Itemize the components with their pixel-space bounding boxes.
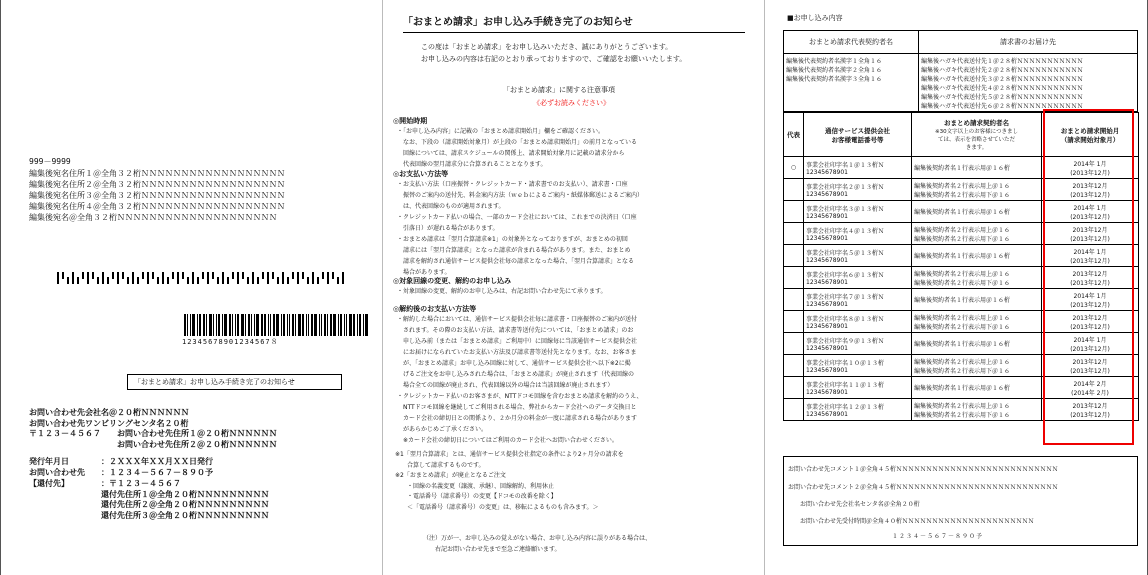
rep-mark: [784, 333, 804, 355]
delivery-line: 編集後ハガキ代表送付先２＠２８桁ＮＮＮＮＮＮＮＮＮＮＮ: [921, 67, 1084, 74]
contract-cell: [912, 377, 1042, 399]
section-line: カード会社の締切日との関係より、２か月分の料金が一度に請求される場合があります: [397, 415, 638, 422]
contract-name: 編集後契約者名１行表示用＠１６桁: [914, 165, 1011, 172]
section-line: 場合があります。: [397, 269, 451, 276]
section-line: ・おまとめ請求は「翌月合算請求※1」の対象外となっておりますが、おまとめの初回: [397, 236, 628, 243]
section-line: 引落日）が遅れる場合があります。: [397, 225, 499, 232]
notice-title: 「おまとめ請求」お申し込み手続き完了のお知らせ: [134, 378, 295, 386]
delivery-line: 編集後ハガキ代表送付先３＠２８桁ＮＮＮＮＮＮＮＮＮＮＮ: [921, 76, 1084, 83]
section-line: ・お支払い方法（口座振替・クレジットカード・請求書でのお支払い）、請求書・口座: [397, 181, 628, 188]
contract-name: 編集後契約者名２行表示用下＠１６: [914, 367, 1011, 375]
contact-comment-2: お問い合わせ先コメント２＠全角４５桁ＮＮＮＮＮＮＮＮＮＮＮＮＮＮＮＮＮＮＮＮＮＮＮＮＮＮＮ: [788, 484, 1059, 491]
contact-line: お問い合わせ先会社名＠２０桁ＮＮＮＮＮＮ: [29, 408, 189, 417]
start-month: 2014年 1月: [1073, 248, 1107, 256]
rep-mark: [784, 289, 804, 311]
target-month: (2013年12月): [1070, 323, 1110, 331]
company-cell: [804, 289, 912, 311]
phone-number: 12345678901: [806, 168, 848, 176]
start-month: 2013年12月: [1072, 182, 1108, 190]
section-line: 請求を解約され通信サービス提供会社毎の請求となった場合、「翌月合算請求」となる: [397, 258, 635, 265]
delivery-line: 編集後ハガキ代表送付先４＠２８桁ＮＮＮＮＮＮＮＮＮＮＮ: [921, 85, 1084, 92]
delivery-header: 請求書のお届け先: [919, 31, 1138, 54]
company-name: 事業会社印字名１１＠１３桁: [806, 381, 885, 389]
address-page: [0, 0, 383, 575]
contact-phone-number: １２３４－５６７－８９０予: [892, 533, 984, 540]
target-month: (2013年12月): [1070, 257, 1110, 265]
section-heading: ◎開始時期: [393, 117, 428, 125]
phone-number: 12345678901: [806, 388, 848, 396]
notice-heading: 「おまとめ請求」お申し込み手続き完了のお知らせ: [403, 17, 633, 28]
phone-number: 12345678901: [806, 344, 848, 352]
contact-box: [783, 456, 1138, 546]
return-label: 【還付先】: [29, 479, 69, 488]
contract-name: 編集後契約者名１行表示用＠１６桁: [914, 341, 1011, 348]
contract-name: 編集後契約者名１行表示用＠１６桁: [914, 209, 1011, 216]
intro-line: この度は「おまとめ請求」をお申し込みいただき、誠にありがとうございます。: [421, 43, 673, 51]
footnote-line: ・電話番号（請求番号）の変更【ドコモの改番を除く】: [395, 493, 557, 500]
phone-number: 12345678901: [806, 366, 848, 374]
contract-col-note: ※30文字以上のお客様につきまし ては、表示を省略させていただ きます。: [935, 129, 1018, 151]
company-cell: [804, 157, 912, 179]
rep-name-header: おまとめ請求代表契約者名: [784, 31, 919, 54]
rep-mark: [784, 201, 804, 223]
contract-col-header: [912, 113, 1042, 157]
target-month: (2013年12月): [1070, 169, 1110, 177]
rep-name-line: 編集後代表契約者名漢字２全角１６: [786, 67, 883, 74]
company-cell: [804, 399, 912, 421]
contract-name: 編集後契約者名２行表示用上＠１６: [914, 358, 1011, 366]
section-line: なお、下段の（請求開始対象月）が上段の「おまとめ請求開始月」の前月となっている: [397, 139, 638, 146]
contact-line: お問い合わせ先住所２＠２０桁ＮＮＮＮＮＮ: [29, 439, 277, 449]
company-cell: [804, 223, 912, 245]
section-line: 代表回線の翌月請求分に合算されることとなります。: [397, 161, 547, 168]
company-name: 事業会社印字名２＠１３桁Ｎ: [806, 183, 885, 191]
section-line: 申し込み前（または「おまとめ請求」ご利用中）に回線毎に当該通信サービス提供会社: [397, 338, 638, 345]
section-line: ・「お申し込み内容」に記載の「おまとめ請求開始月」欄をご確認ください。: [397, 128, 605, 135]
section-line: ※カード会社の締切日についてはご利用のカード会社へお問い合わせください。: [397, 437, 618, 444]
rep-mark: [784, 179, 804, 201]
contract-name: 編集後契約者名２行表示用上＠１６: [914, 402, 1011, 410]
target-month: (2013年12月): [1070, 235, 1110, 243]
start-month-highlight: [1043, 109, 1134, 445]
rep-name-cell: [784, 54, 919, 112]
section-line: があらかじめご了承ください。: [397, 426, 488, 433]
company-name: 事業会社印字名８＠１３桁Ｎ: [806, 315, 885, 323]
rep-mark: [784, 377, 804, 399]
target-month: (2013年12月): [1070, 191, 1110, 199]
return-line: 還付先住所３＠全角２０桁ＮＮＮＮＮＮＮＮＮ: [101, 510, 269, 520]
rep-mark: [784, 399, 804, 421]
target-month: (2013年12月): [1070, 345, 1110, 353]
contact-phone: ：１２３４－５６７－８９０予: [101, 468, 213, 477]
section-line: されます。その際のお支払い方法、請求書等送付先については、「おまとめ請求」のお: [397, 327, 634, 334]
section-line: ・対象回線の変更、解約のお申し込みは、右記お問い合わせ先にて承ります。: [397, 288, 607, 295]
contract-cell: [912, 201, 1042, 223]
section-line: 振替のご案内の送付先、料金案内方法（ｗｅｂによるご案内・紙媒体郵送によるご案内）: [397, 192, 644, 199]
contract-cell: [912, 179, 1042, 201]
footnote-line: ・回線の名義変更（譲渡、承継）、回線解約、利用休止: [395, 482, 555, 490]
contact-hours: お問い合わせ先受付時間＠全角４０桁ＮＮＮＮＮＮＮＮＮＮＮＮＮＮＮＮＮＮＮＮＮＮ: [800, 518, 1035, 525]
contract-name: 編集後契約者名２行表示用下＠１６: [914, 235, 1011, 243]
section-heading: ◎解約後のお支払い方法等: [393, 305, 477, 313]
contract-cell: [912, 333, 1042, 355]
contract-name: 編集後契約者名２行表示用上＠１６: [914, 182, 1011, 190]
section-line: が、「おまとめ請求」お申し込み回線に対して、通信サービス提供会社へ以下※2に掲: [397, 360, 631, 367]
issue-date-label: 発行年月日: [29, 457, 69, 466]
customer-barcode: [57, 272, 347, 284]
company-name: 事業会社印字名５＠１３桁Ｎ: [806, 249, 885, 257]
rep-name-line: 編集後代表契約者名漢字１全角１６: [786, 58, 883, 65]
company-name: 事業会社印字名９＠１３桁Ｎ: [806, 337, 885, 345]
target-month: (2013年12月): [1070, 279, 1110, 287]
company-name: 事業会社印字名４＠１３桁Ｎ: [806, 227, 885, 235]
phone-number: 12345678901: [806, 256, 848, 264]
contract-name: 編集後契約者名２行表示用下＠１６: [914, 279, 1011, 287]
target-month: (2014年 2月): [1071, 389, 1109, 397]
company-col-header: 通信サービス提供会社 お客様電話番号等: [804, 113, 912, 157]
contact-line: お問い合わせ先ワンビリングセンタ名２０桁: [29, 418, 189, 428]
contract-name: 編集後契約者名２行表示用下＠１６: [914, 191, 1011, 199]
rep-name-line: 編集後代表契約者名漢字３全角１６: [786, 76, 883, 83]
contract-col-title: おまとめ請求契約者名: [944, 119, 1009, 127]
contract-cell: [912, 267, 1042, 289]
section-line: は、代表回線のものが適用されます。: [397, 203, 505, 210]
return-line: 還付先住所１＠全角２０桁ＮＮＮＮＮＮＮＮＮ: [101, 489, 269, 499]
contract-name: 編集後契約者名１行表示用＠１６桁: [914, 385, 1011, 392]
start-month: 2014年 1月: [1073, 336, 1107, 344]
phone-number: 12345678901: [806, 410, 848, 418]
delivery-cell: [919, 54, 1138, 112]
contract-name: 編集後契約者名２行表示用上＠１６: [914, 226, 1011, 234]
company-name: 事業会社印字名６＠１３桁Ｎ: [806, 271, 885, 279]
rep-mark: [784, 245, 804, 267]
company-name: 事業会社印字名１２＠１３桁: [806, 403, 885, 411]
company-name: 事業会社印字名１＠１３桁Ｎ: [806, 161, 885, 169]
contract-cell: [912, 289, 1042, 311]
month-col-header: おまとめ請求開始月 （請求開始対象月）: [1042, 113, 1139, 157]
target-month: (2013年12月): [1070, 367, 1110, 375]
barcode: [184, 314, 370, 336]
phone-number: 12345678901: [806, 212, 848, 220]
phone-number: 12345678901: [806, 190, 848, 198]
start-month: 2013年12月: [1072, 314, 1108, 322]
start-month: 2014年 1月: [1073, 292, 1107, 300]
phone-number: 12345678901: [806, 322, 848, 330]
contract-name: 編集後契約者名１行表示用＠１６桁: [914, 253, 1011, 260]
contract-cell: [912, 355, 1042, 377]
postal-code: 999－9999: [29, 157, 71, 166]
rep-mark: [784, 355, 804, 377]
contract-name: 編集後契約者名２行表示用下＠１６: [914, 411, 1011, 419]
address-line: 編集後宛名住所４＠全角３２桁ＮＮＮＮＮＮＮＮＮＮＮＮＮＮＮＮＮＮ: [29, 202, 285, 211]
company-cell: [804, 377, 912, 399]
contact-comment-1: お問い合わせ先コメント１＠全角４５桁ＮＮＮＮＮＮＮＮＮＮＮＮＮＮＮＮＮＮＮＮＮＮＮＮＮＮＮ: [788, 466, 1059, 473]
rep-mark: ○: [784, 157, 804, 179]
start-month: 2013年12月: [1072, 358, 1108, 366]
contract-cell: [912, 399, 1042, 421]
contact-phone-label: お問い合わせ先: [29, 468, 85, 477]
target-month: (2013年12月): [1070, 213, 1110, 221]
barcode-number: 12345678901234567８: [182, 338, 279, 346]
rep-mark: [784, 267, 804, 289]
section-line: 請求には「翌月合算請求」となった請求が含まれる場合があります。また、おまとめ: [397, 247, 631, 254]
section-line: げるご注文をお申し込みされた場合は、「おまとめ請求」が廃止されます（代表回線の: [397, 371, 635, 378]
must-read: 《必ずお読みください》: [533, 99, 610, 107]
address-line: 編集後宛名住所３＠全角３２桁ＮＮＮＮＮＮＮＮＮＮＮＮＮＮＮＮＮＮ: [29, 191, 285, 200]
contract-cell: [912, 311, 1042, 333]
footnote-line: 合算して請求するものです。: [395, 461, 485, 469]
application-details-page: [765, 0, 1148, 575]
section-line: ・クレジットカード払いの場合、一部のカード会社においては、これまでの決済日（口座: [397, 214, 637, 221]
rep-mark: [784, 223, 804, 245]
section-line: ・クレジットカード払いのお客さまが、NTTドコモ回線を含むおまとめ請求を解約のうえ、: [397, 393, 643, 400]
company-cell: [804, 355, 912, 377]
contract-cell: [912, 157, 1042, 179]
rep-mark: [784, 311, 804, 333]
contract-name: 編集後契約者名２行表示用下＠１６: [914, 323, 1011, 331]
company-name: 事業会社印字名１０＠１３桁: [806, 359, 885, 367]
phone-number: 12345678901: [806, 278, 848, 286]
start-month: 2013年12月: [1072, 270, 1108, 278]
delivery-line: 編集後ハガキ代表送付先６＠２８桁ＮＮＮＮＮＮＮＮＮＮＮ: [921, 103, 1084, 110]
intro-line: お申し込みの内容は右記のとおり承っておりますので、ご確認をお願いいたします。: [421, 55, 687, 63]
issue-date: ：２ＸＸＸ年ＸＸ月ＸＸ日発行: [101, 457, 213, 466]
company-name: 事業会社印字名３＠１３桁Ｎ: [806, 205, 885, 213]
section-title: ■お申し込み内容: [787, 14, 843, 22]
footnote-line: ＜「電話番号（請求番号）の変更」は、移転によるものも含みます。＞: [395, 503, 599, 511]
section-heading: ◎お支払い方法等: [393, 170, 449, 178]
section-heading: ◎対象回線の変更、解約のお申し込み: [393, 277, 512, 285]
return-line: 還付先住所２＠全角２０桁ＮＮＮＮＮＮＮＮＮ: [101, 500, 269, 509]
company-cell: [804, 311, 912, 333]
company-cell: [804, 267, 912, 289]
start-month: 2013年12月: [1072, 402, 1108, 410]
contract-cell: [912, 223, 1042, 245]
section-line: にお届けになられていたお支払い方法及び請求書等送付先となります。なお、お客さま: [397, 349, 637, 356]
return-line: ：〒１２３－４５６７: [101, 479, 181, 488]
representative-table: [783, 30, 1138, 112]
address-line: 編集後宛名住所１＠全角３２桁ＮＮＮＮＮＮＮＮＮＮＮＮＮＮＮＮＮＮ: [29, 169, 285, 178]
address-line: 編集後宛名住所２＠全角３２桁ＮＮＮＮＮＮＮＮＮＮＮＮＮＮＮＮＮＮ: [29, 180, 285, 189]
section-line: ・解約した場合においては、通信サービス提供会社毎に請求書・口座振替のご案内が送付: [397, 316, 638, 323]
start-month: 2014年 2月: [1073, 380, 1107, 388]
notice-title-box: [127, 374, 342, 390]
contract-name: 編集後契約者名１行表示用＠１６桁: [914, 297, 1011, 304]
delivery-line: 編集後ハガキ代表送付先１＠２８桁ＮＮＮＮＮＮＮＮＮＮＮ: [921, 58, 1084, 65]
footnote-line: ※1「翌月合算請求」とは、通信サービス提供会社指定の条件により2ヶ月分の請求を: [395, 451, 624, 458]
start-month: 2014年 1月: [1073, 160, 1107, 168]
company-cell: [804, 179, 912, 201]
footnote-line: ※2「おまとめ請求」が廃止となるご注文: [395, 472, 506, 479]
contact-line: 〒１２３－４５６７ お問い合わせ先住所１＠２０桁ＮＮＮＮＮＮ: [29, 429, 277, 438]
section-line: NTTドコモ回線を継続してご利用される場合、弊社からカード会社へのデータ交換日と: [397, 404, 637, 411]
company-cell: [804, 333, 912, 355]
company-name: 事業会社印字名７＠１３桁Ｎ: [806, 293, 885, 301]
company-cell: [804, 201, 912, 223]
target-month: (2013年12月): [1070, 301, 1110, 309]
start-month: 2014年 1月: [1073, 204, 1107, 212]
company-cell: [804, 245, 912, 267]
closing-line: 右記お問い合わせ先まで至急ご連絡願います。: [423, 546, 561, 553]
closing-line: （注）万が一、お申し込みの覚えがない場合、お申し込み内容に誤りがある場合は、: [423, 535, 652, 542]
heading-rule: [403, 32, 745, 33]
section-line: 場合全ての回線が廃止され、代表回線以外の場合は当該回線が廃止されます）: [397, 382, 614, 389]
address-line: 編集後宛名＠全角３２桁ＮＮＮＮＮＮＮＮＮＮＮＮＮＮＮＮＮＮＮＮ: [29, 213, 277, 222]
section-line: 回線については、請求スケジュールの関係上、請求開始対象月に記載の請求分から: [397, 150, 625, 157]
delivery-line: 編集後ハガキ代表送付先５＠２８桁ＮＮＮＮＮＮＮＮＮＮＮ: [921, 94, 1084, 101]
contract-name: 編集後契約者名２行表示用上＠１６: [914, 270, 1011, 278]
notice-page: [383, 0, 765, 575]
contract-name: 編集後契約者名２行表示用上＠１６: [914, 314, 1011, 322]
target-month: (2013年12月): [1070, 411, 1110, 419]
contact-company: お問い合わせ先会社名センタ名＠全角２０桁: [800, 501, 920, 508]
start-month: 2013年12月: [1072, 226, 1108, 234]
phone-number: 12345678901: [806, 234, 848, 242]
phone-number: 12345678901: [806, 300, 848, 308]
rep-col-header: 代表: [784, 113, 804, 157]
contract-cell: [912, 245, 1042, 267]
notes-heading: 「おまとめ請求」に関する注意事項: [503, 86, 615, 94]
